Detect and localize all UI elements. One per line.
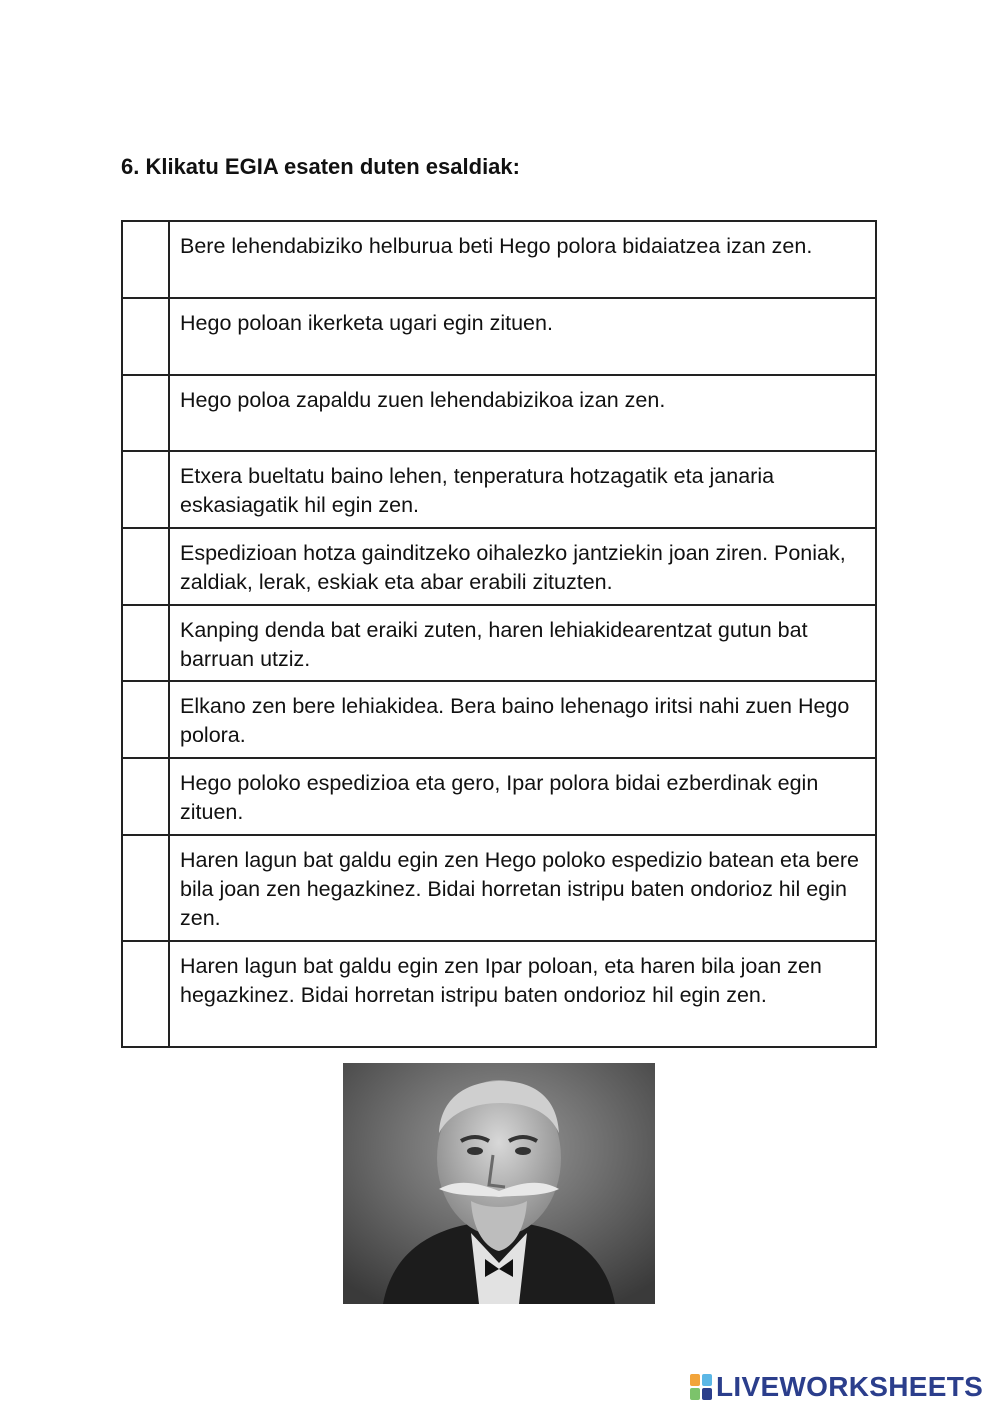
answer-box[interactable] — [122, 298, 169, 375]
table-row — [122, 298, 876, 375]
liveworksheets-logo-icon — [690, 1374, 712, 1400]
answer-box[interactable] — [122, 451, 169, 528]
answer-box[interactable] — [122, 758, 169, 835]
statement-text: Hego poloan ikerketa ugari egin zituen. — [169, 298, 876, 375]
statement-text: Bere lehendabiziko helburua beti Hego polora bidaiatzea izan zen. — [169, 221, 876, 298]
table-row — [122, 758, 876, 835]
answer-box[interactable] — [122, 375, 169, 451]
answer-box[interactable] — [122, 941, 169, 1047]
statement-text: Hego poloko espedizioa eta gero, Ipar polora bidai ezberdinak egin zituen. — [169, 758, 876, 835]
table-row — [122, 375, 876, 451]
statement-text: Elkano zen bere lehiakidea. Bera baino lehenago iritsi nahi zuen Hego polora. — [169, 681, 876, 758]
statement-text: Etxera bueltatu baino lehen, tenperatura hotzagatik eta janaria eskasiagatik hil egin zen. — [169, 451, 876, 528]
answer-box[interactable] — [122, 605, 169, 681]
statement-text: Haren lagun bat galdu egin zen Hego poloko espedizio batean eta bere bila joan zen hegazkinez. Bidai horretan istripu baten ondorioz hil egin zen. — [169, 835, 876, 941]
table-row — [122, 835, 876, 941]
table-row — [122, 528, 876, 605]
answer-box[interactable] — [122, 528, 169, 605]
table-row — [122, 681, 876, 758]
statement-text: Haren lagun bat galdu egin zen Ipar poloan, eta haren bila joan zen hegazkinez. Bidai horretan istripu baten ondorioz hil egin zen. — [169, 941, 876, 1047]
liveworksheets-logo-text: LIVEWORKSHEETS — [716, 1371, 984, 1402]
table-row — [122, 221, 876, 298]
answer-box[interactable] — [122, 681, 169, 758]
table-row — [122, 451, 876, 528]
statement-text: Hego poloa zapaldu zuen lehendabizikoa izan zen. — [169, 375, 876, 451]
answer-box[interactable] — [122, 221, 169, 298]
table-row — [122, 605, 876, 681]
answer-box[interactable] — [122, 835, 169, 941]
table-row — [122, 941, 876, 1047]
statement-text: Kanping denda bat eraiki zuten, haren lehiakidearentzat gutun bat barruan utziz. — [169, 605, 876, 681]
liveworksheets-logo — [690, 1372, 983, 1402]
page-title: 6. Klikatu EGIA esaten duten esaldiak: — [121, 154, 520, 179]
statements-table — [121, 220, 877, 1048]
portrait-photo — [343, 1063, 655, 1304]
statement-text: Espedizioan hotza gainditzeko oihalezko jantziekin joan ziren. Poniak, zaldiak, lerak, eskiak eta abar erabili zituzten. — [169, 528, 876, 605]
